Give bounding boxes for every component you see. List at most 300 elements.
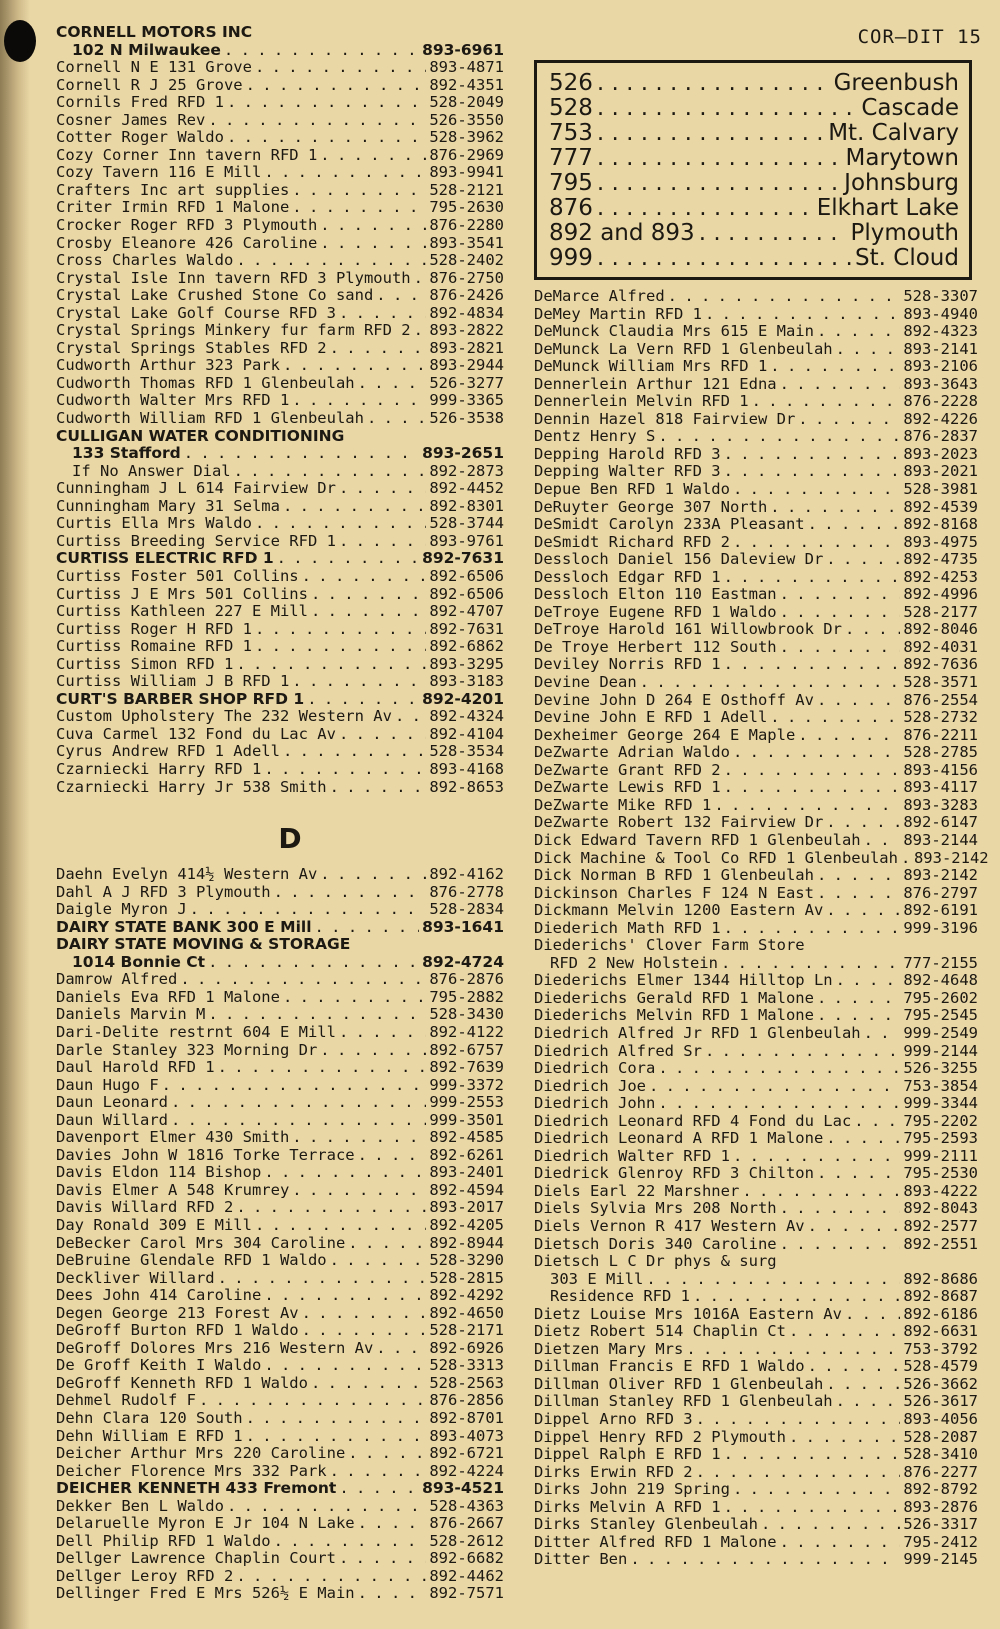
listing-phone: 999-2549 <box>903 1023 978 1042</box>
listing-name: Diedrich Leonard A RFD 1 Malone <box>534 1129 824 1148</box>
listing-name: DeRuyter George 307 North <box>534 497 768 516</box>
listing-name: DeTroye Harold 161 Willowbrook Dr <box>534 620 842 639</box>
leader-dots <box>199 1392 426 1410</box>
listing-name: Czarniecki Harry RFD 1 <box>56 759 262 778</box>
listing-row <box>56 199 504 217</box>
leader-dots <box>358 1147 427 1165</box>
listing-name: Depping Walter RFD 3 <box>534 462 721 481</box>
listing-phone: 876-2280 <box>429 216 504 235</box>
listing-name: DeBecker Carol Mrs 304 Caroline <box>56 1233 346 1252</box>
listing-phone: 893-2142 <box>903 866 978 885</box>
leader-dots <box>724 463 901 481</box>
listing-name: Dippel Ralph E RFD 1 <box>534 1445 721 1464</box>
listing-row <box>534 1534 978 1552</box>
listing-row <box>534 814 978 832</box>
leader-dots <box>845 621 900 639</box>
listing-row <box>534 481 978 499</box>
leader-dots <box>733 1148 900 1166</box>
listing-row <box>534 341 978 359</box>
leader-dots <box>826 1130 900 1148</box>
leader-dots <box>234 463 427 481</box>
listing-phone: 892-6682 <box>429 1549 504 1568</box>
leader-dots <box>901 850 911 868</box>
listing-name: DeMunck William Mrs RFD 1 <box>534 357 768 376</box>
listing-phone: 893-2017 <box>429 1198 504 1217</box>
exchange-town: Greenbush <box>833 70 959 96</box>
leader-dots <box>292 673 426 691</box>
listing-row <box>534 832 978 850</box>
listing-phone: 892-4650 <box>429 1303 504 1322</box>
leader-dots <box>274 1533 427 1551</box>
listing-phone: 892-8686 <box>903 1269 978 1288</box>
listing-name: Dessloch Elton 110 Eastman <box>534 585 777 604</box>
exchange-code: 999 <box>549 245 593 271</box>
listing-name: Dellinger Fred E Mrs 526½ E Main <box>56 1584 355 1603</box>
listing-row <box>56 673 504 691</box>
leader-dots <box>780 376 901 394</box>
leader-dots <box>780 586 901 604</box>
listing-phone: 528-3962 <box>429 128 504 147</box>
listing-row <box>56 743 504 761</box>
listing-phone: 526-3317 <box>903 1515 978 1534</box>
listing-row <box>534 1148 978 1166</box>
listing-phone: 893-2141 <box>903 339 978 358</box>
listing-phone: 528-2785 <box>903 743 978 762</box>
listing-phone: 892-4324 <box>429 707 504 726</box>
leader-dots <box>292 1182 426 1200</box>
leader-dots <box>770 358 900 376</box>
listing-phone: 892-4351 <box>429 75 504 94</box>
leader-dots <box>752 393 901 411</box>
listing-phone: 892-4452 <box>429 479 504 498</box>
leader-dots <box>246 77 427 95</box>
listing-row <box>534 972 978 990</box>
listing-name: Dellger Leroy RFD 2 <box>56 1566 234 1585</box>
listing-row <box>56 621 504 639</box>
listing-row <box>56 24 504 42</box>
listing-row <box>534 1376 978 1394</box>
listing-name: 102 N Milwaukee <box>72 40 221 59</box>
exchange-town: Elkhart Lake <box>816 195 959 221</box>
listing-row <box>534 1393 978 1411</box>
listing-row <box>534 990 978 1008</box>
listing-name: Cozy Corner Inn tavern RFD 1 <box>56 145 318 164</box>
listing-phone: 892-4585 <box>429 1128 504 1147</box>
exchange-code: 795 <box>549 170 593 196</box>
listing-name: Devine John D 264 E Osthoff Av <box>534 690 814 709</box>
listing-phone: 528-2121 <box>429 180 504 199</box>
listing-phone: 528-2834 <box>429 900 504 919</box>
leader-dots <box>376 287 426 305</box>
leader-dots <box>826 902 900 920</box>
exchange-town: Johnsburg <box>844 170 959 196</box>
listing-name: Dexheimer George 264 E Maple <box>534 725 796 744</box>
listing-name: Curtiss Kathleen 227 E Mill <box>56 602 308 621</box>
listing-row <box>56 164 504 182</box>
listing-phone: 526-3277 <box>429 373 504 392</box>
right-column <box>534 24 989 1569</box>
listing-name: CULLIGAN WATER CONDITIONING <box>56 426 345 445</box>
listing-name: Ditter Alfred RFD 1 Malone <box>534 1532 777 1551</box>
listing-name: Cotter Roger Waldo <box>56 128 224 147</box>
leader-dots <box>714 797 900 815</box>
listing-row <box>534 1429 978 1447</box>
leader-dots <box>640 674 901 692</box>
leader-dots <box>864 832 901 850</box>
exchange-code: 528 <box>549 95 593 121</box>
listing-phone: 892-8687 <box>903 1287 978 1306</box>
listing-row <box>56 1340 504 1358</box>
listing-phone: 892-8944 <box>429 1233 504 1252</box>
listing-phone: 876-2837 <box>903 427 978 446</box>
listing-row <box>56 1042 504 1060</box>
listing-row <box>534 376 978 394</box>
listing-row <box>56 656 504 674</box>
leader-dots <box>315 919 420 937</box>
listing-phone: 528-2612 <box>429 1531 504 1550</box>
listing-name: De Groff Keith I Waldo <box>56 1356 262 1375</box>
listing-name: Dehn Clara 120 South <box>56 1409 243 1428</box>
listing-row <box>56 1059 504 1077</box>
listing-phone: 876-2969 <box>429 145 504 164</box>
exchange-prefix-box <box>534 60 972 280</box>
leader-dots <box>630 1551 900 1569</box>
listing-name: Dari-Delite restrnt 604 E Mill <box>56 1022 336 1041</box>
listing-phone: 892-6261 <box>429 1145 504 1164</box>
leader-dots <box>646 1271 900 1289</box>
listing-row <box>56 392 504 410</box>
listing-phone: 893-2106 <box>903 357 978 376</box>
listing-phone: 893-3283 <box>903 795 978 814</box>
listing-row <box>56 270 504 288</box>
leader-dots <box>255 621 426 639</box>
leader-dots <box>780 1534 901 1552</box>
listing-row <box>534 586 978 604</box>
leader-dots <box>227 1498 426 1516</box>
listing-name: Cuva Carmel 132 Fond du Lac Av <box>56 724 336 743</box>
leader-dots <box>292 392 426 410</box>
listing-row <box>534 1183 978 1201</box>
exchange-code: 892 and 893 <box>549 220 695 246</box>
listing-phone: 528-3744 <box>429 514 504 533</box>
listing-name: Damrow Alfred <box>56 970 178 989</box>
listing-phone: 528-3534 <box>429 742 504 761</box>
leader-dots <box>724 569 901 587</box>
listing-row <box>56 638 504 656</box>
leader-dots <box>817 692 900 710</box>
listing-name: Diederichs Gerald RFD 1 Malone <box>534 988 814 1007</box>
listing-name: Dennerlein Arthur 121 Edna <box>534 374 777 393</box>
listing-phone: 528-3410 <box>903 1445 978 1464</box>
exchange-row <box>549 196 959 221</box>
leader-dots <box>724 656 901 674</box>
listing-phone: 528-3571 <box>903 673 978 692</box>
listing-name: Dehn William E RFD 1 <box>56 1426 243 1445</box>
leader-dots <box>330 340 427 358</box>
leader-dots <box>208 1006 426 1024</box>
listing-name: Cozy Tavern 116 E Mill <box>56 163 262 182</box>
exchange-code: 526 <box>549 70 593 96</box>
listing-row <box>56 1392 504 1410</box>
listing-name: Curtiss J E Mrs 501 Collins <box>56 584 308 603</box>
leader-dots <box>770 709 900 727</box>
listing-name: Deicher Florence Mrs 332 Park <box>56 1461 327 1480</box>
listing-name: DAIRY STATE BANK 300 E Mill <box>56 917 312 936</box>
listing-row <box>534 446 978 464</box>
listing-name: Residence RFD 1 <box>550 1287 690 1306</box>
listing-phone: 999-2144 <box>903 1041 978 1060</box>
leader-dots <box>826 551 900 569</box>
listing-phone: 893-4975 <box>903 532 978 551</box>
listing-row <box>534 762 978 780</box>
listing-phone: 892-4539 <box>903 497 978 516</box>
leader-dots <box>658 1095 900 1113</box>
listing-row <box>56 410 504 428</box>
listing-name: Depue Ben RFD 1 Waldo <box>534 480 730 499</box>
listing-phone: 795-2530 <box>903 1164 978 1183</box>
listing-phone: 892-4162 <box>429 865 504 884</box>
listing-name: Dellger Lawrence Chaplin Court <box>56 1549 336 1568</box>
listing-row <box>56 42 504 60</box>
listing-phone: 892-8046 <box>903 620 978 639</box>
listing-phone: 528-2087 <box>903 1427 978 1446</box>
leader-dots <box>358 1515 427 1533</box>
listing-row <box>56 1006 504 1024</box>
listing-phone: 777-2155 <box>903 953 978 972</box>
listing-row <box>56 1498 504 1516</box>
listing-name: Dehmel Rudolf F <box>56 1391 196 1410</box>
listing-name: Crystal Lake Golf Course RFD 3 <box>56 303 336 322</box>
listing-row <box>534 306 978 324</box>
listing-row <box>56 533 504 551</box>
listing-name: Deicher Arthur Mrs 220 Caroline <box>56 1444 346 1463</box>
listing-row <box>534 1411 978 1429</box>
leader-dots <box>236 656 426 674</box>
leader-dots <box>770 499 900 517</box>
listing-phone: 893-4117 <box>903 778 978 797</box>
listing-name: Crafters Inc art supplies <box>56 180 290 199</box>
listing-name: Diels Earl 22 Marshner <box>534 1181 740 1200</box>
listing-name: Darle Stanley 323 Morning Dr <box>56 1040 318 1059</box>
listing-name: Curtiss Roger H RFD 1 <box>56 619 252 638</box>
listing-phone: 893-2142 <box>913 848 989 867</box>
listing-row <box>534 1551 978 1569</box>
listing-phone: 893-2023 <box>903 444 978 463</box>
listing-phone: 892-4226 <box>903 409 978 428</box>
listing-phone: 999-2111 <box>903 1146 978 1165</box>
listing-name: DAIRY STATE MOVING & STORAGE <box>56 935 351 954</box>
listing-phone: 528-2563 <box>429 1373 504 1392</box>
listing-name: Dietz Robert 514 Chaplin Ct <box>534 1322 786 1341</box>
listing-phone: 892-6147 <box>903 813 978 832</box>
left-column <box>56 24 504 1603</box>
listing-row <box>534 569 978 587</box>
listing-row <box>56 1024 504 1042</box>
listing-phone: 892-4996 <box>903 585 978 604</box>
listing-phone: 528-2815 <box>429 1268 504 1287</box>
listing-phone: 999-3344 <box>903 1094 978 1113</box>
listing-phone: 892-6186 <box>903 1304 978 1323</box>
exchange-town: Plymouth <box>850 220 959 246</box>
listing-row <box>534 744 978 762</box>
listing-row <box>56 1182 504 1200</box>
listing-row <box>56 1164 504 1182</box>
listing-name: DeGroff Burton RFD 1 Waldo <box>56 1321 299 1340</box>
leader-dots <box>348 1445 426 1463</box>
listing-phone: 892-7636 <box>903 655 978 674</box>
listing-row <box>534 727 978 745</box>
listing-row <box>534 393 978 411</box>
listing-name: Dentz Henry S <box>534 427 656 446</box>
leader-dots <box>733 744 900 762</box>
leader-dots <box>311 603 426 621</box>
leader-dots <box>236 252 426 270</box>
listing-phone: 753-3854 <box>903 1076 978 1095</box>
listing-phone: 528-3313 <box>429 1356 504 1375</box>
exchange-row <box>549 121 959 146</box>
listing-name: 133 Stafford <box>72 444 181 463</box>
listing-phone: 893-9941 <box>429 163 504 182</box>
leader-dots <box>826 814 900 832</box>
leader-dots <box>845 1306 900 1324</box>
listing-phone: 892-4031 <box>903 637 978 656</box>
leader-dots <box>292 182 426 200</box>
leader-dots <box>789 1429 900 1447</box>
listing-row <box>534 551 978 569</box>
listing-phone: 892-7639 <box>429 1058 504 1077</box>
listing-name: DEICHER KENNETH 433 Fremont <box>56 1479 337 1498</box>
listing-name: Diedrich Alfred Sr <box>534 1041 702 1060</box>
leader-dots <box>320 235 426 253</box>
leader-dots <box>283 989 426 1007</box>
listing-phone: 892-2551 <box>903 1234 978 1253</box>
leader-dots <box>836 341 901 359</box>
listing-phone: 892-4104 <box>429 724 504 743</box>
listing-phone: 876-2554 <box>903 690 978 709</box>
listing-phone: 876-2277 <box>903 1462 978 1481</box>
listing-name: Crystal Isle Inn tavern RFD 3 Plymouth <box>56 268 411 287</box>
listing-name: DeZwarte Mike RFD 1 <box>534 795 712 814</box>
listing-row <box>56 1428 504 1446</box>
leader-dots <box>854 1113 900 1131</box>
listing-row <box>534 428 978 446</box>
listing-phone: 876-2211 <box>903 725 978 744</box>
leader-dots <box>780 1200 901 1218</box>
leader-dots <box>255 638 426 656</box>
listing-name: Dennin Hazel 818 Fairview Dr <box>534 409 796 428</box>
listing-phone: 526-3550 <box>429 110 504 129</box>
listing-phone: 892-6862 <box>429 637 504 656</box>
listing-name: Diederichs Melvin RFD 1 Malone <box>534 1006 814 1025</box>
leader-dots <box>255 1217 426 1235</box>
listing-group-top <box>56 24 504 796</box>
listing-phone: 526-3255 <box>903 1059 978 1078</box>
exchange-row <box>549 96 959 121</box>
exchange-code: 777 <box>549 145 593 171</box>
leader-dots <box>696 1464 901 1482</box>
listing-row <box>56 884 504 902</box>
leader-dots <box>724 1499 901 1517</box>
leader-dots <box>227 94 426 112</box>
listing-name: Crystal Lake Crushed Stone Co sand <box>56 286 374 305</box>
leader-dots <box>414 322 427 340</box>
listing-name: DeGroff Kenneth RFD 1 Waldo <box>56 1373 308 1392</box>
section-letter: D <box>278 822 302 856</box>
listing-row <box>534 1060 978 1078</box>
leader-dots <box>162 1077 427 1095</box>
listing-phone: 893-2876 <box>903 1497 978 1516</box>
leader-dots <box>721 955 900 973</box>
leader-dots <box>180 971 426 989</box>
listing-name: Delaruelle Myron E Jr 104 N Lake <box>56 1514 355 1533</box>
listing-phone: 795-2630 <box>429 198 504 217</box>
listing-row <box>56 936 504 954</box>
listing-row <box>534 1446 978 1464</box>
leader-dots <box>246 1428 427 1446</box>
listing-row <box>56 428 504 446</box>
listing-name: Cosner James Rev <box>56 110 206 129</box>
listing-phone: 893-6961 <box>422 40 504 59</box>
leader-dots <box>339 480 426 498</box>
listing-name: Dirks Melvin A RFD 1 <box>534 1497 721 1516</box>
listing-name: DeZwarte Lewis RFD 1 <box>534 778 721 797</box>
binding-hole <box>4 20 36 62</box>
listing-row <box>56 1235 504 1253</box>
leader-dots <box>780 1236 901 1254</box>
listing-row <box>56 1112 504 1130</box>
listing-row <box>56 568 504 586</box>
listing-phone: 893-4940 <box>903 304 978 323</box>
listing-phone: 892-4594 <box>429 1180 504 1199</box>
listing-row <box>534 1007 978 1025</box>
listing-name: Daniels Marvin M <box>56 1005 206 1024</box>
listing-group-right <box>534 287 989 1569</box>
listing-name: Diedrich Walter RFD 1 <box>534 1146 730 1165</box>
listing-name: Diedrich Cora <box>534 1059 656 1078</box>
listing-phone: 528-2177 <box>903 602 978 621</box>
listing-phone: 892-6757 <box>429 1040 504 1059</box>
leader-dots <box>817 323 900 341</box>
leader-dots <box>693 1288 900 1306</box>
listing-phone: 892-6721 <box>429 1444 504 1463</box>
listing-phone: 528-4579 <box>903 1357 978 1376</box>
leader-dots <box>208 112 426 130</box>
listing-row <box>56 1375 504 1393</box>
listing-phone: 795-2412 <box>903 1532 978 1551</box>
listing-row <box>56 1463 504 1481</box>
listing-phone: 893-2651 <box>422 444 504 463</box>
listing-row <box>534 920 978 938</box>
listing-row <box>534 1218 978 1236</box>
leader-dots <box>724 779 901 797</box>
listing-phone: 892-4735 <box>903 550 978 569</box>
listing-phone: 876-2778 <box>429 882 504 901</box>
leader-dots <box>330 1463 427 1481</box>
listing-row <box>534 656 978 674</box>
leader-dots <box>339 533 426 551</box>
leader-dots <box>597 121 824 146</box>
listing-phone: 876-2876 <box>429 970 504 989</box>
listing-row <box>56 1199 504 1217</box>
listing-name: DeBruine Glendale RFD 1 Waldo <box>56 1251 327 1270</box>
listing-row <box>534 848 989 868</box>
listing-name: Crosby Eleanore 426 Caroline <box>56 233 318 252</box>
listing-name: Davenport Elmer 430 Smith <box>56 1128 290 1147</box>
listing-row <box>534 1025 978 1043</box>
listing-row <box>534 674 978 692</box>
listing-row <box>534 1358 978 1376</box>
leader-dots <box>724 446 901 464</box>
